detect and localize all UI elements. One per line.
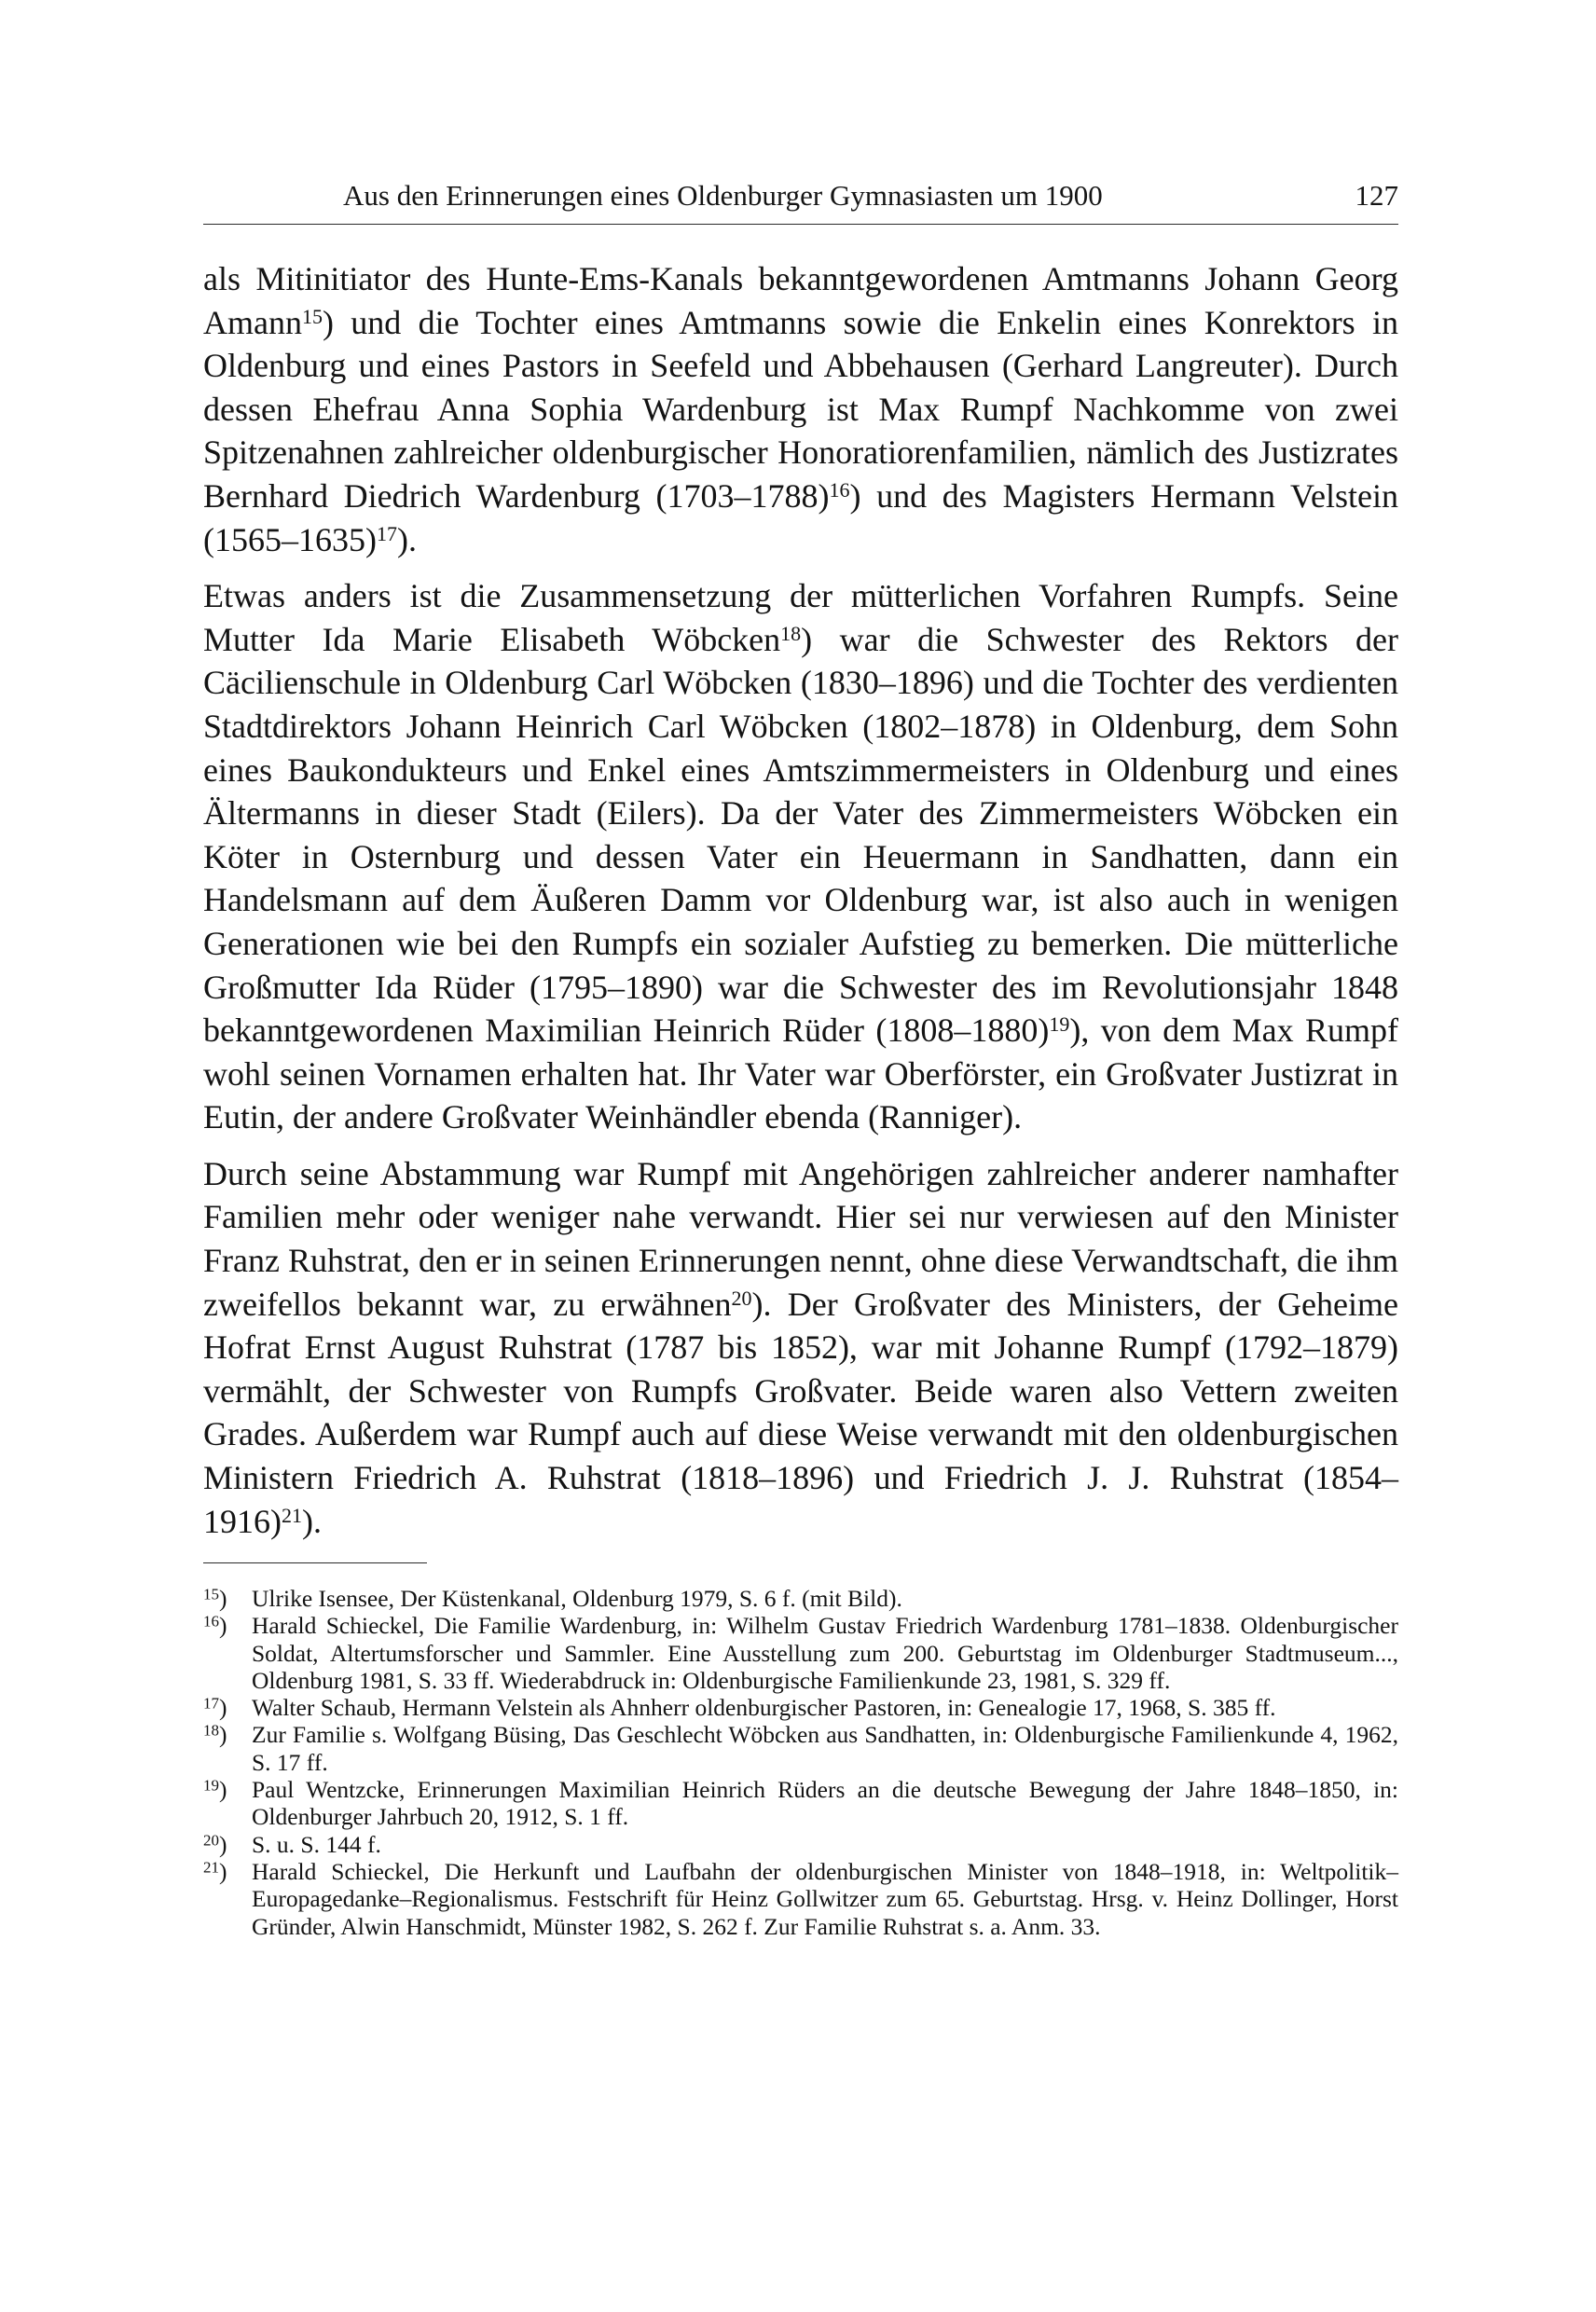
footnote-text: Harald Schieckel, Die Familie Wardenburg, in: Wilhelm Gustav Friedrich Wardenburg 1781–1838. Oldenburgischer Soldat, Altertumsforscher und Sammler. Eine Ausstellung zum 200. Geburtstag im Oldenburger Stadtmuseum..., Oldenburg 1981, S. 33 ff. Wiederabdruck in: Oldenburgische Familienkunde 23, 1981, S. 329 ff.: [252, 1612, 1398, 1694]
footnote-text: S. u. S. 144 f.: [252, 1830, 381, 1858]
text-span: ).: [396, 520, 417, 558]
main-text: [203, 257, 1398, 1543]
footnote-ref-17: 17: [376, 521, 397, 545]
footnote-ref-18: 18: [780, 621, 802, 645]
running-head: [203, 175, 1398, 216]
footnote: [203, 1585, 1398, 1612]
footnote-number: $^{20}$): [203, 1830, 227, 1858]
text-span: als Mitinitiator des Hunte-Ems-Kanals bekanntgewordenen Amtmanns Johann Georg Amann: [203, 260, 1398, 341]
footnote-number: $^{21}$): [203, 1857, 227, 1885]
text-span: Durch seine Abstammung war Rumpf mit Angehörigen zahlreicher anderer namhafter Familien mehr oder weniger nahe verwandt. Hier sei nur verwiesen auf den Minister Franz Ruhstrat, den er in seinen Erinnerungen nennt, ohne diese Verwandtschaft, die ihm zweifellos bekannt war, zu erwähnen: [203, 1154, 1398, 1323]
footnote: [203, 1858, 1398, 1940]
footnote-separator: [203, 1562, 427, 1563]
paragraph-1: [203, 257, 1398, 561]
footnote-ref-19: 19: [1049, 1012, 1070, 1037]
footnote-text: Ulrike Isensee, Der Küstenkanal, Oldenburg 1979, S. 6 f. (mit Bild).: [252, 1585, 902, 1612]
text-span: ) und des Magisters Hermann Velstein (1565–1635): [203, 476, 1398, 558]
page-number: 127: [1355, 179, 1398, 212]
footnote: [203, 1776, 1398, 1831]
footnote-ref-20: 20: [731, 1286, 752, 1310]
footnote: [203, 1721, 1398, 1776]
footnote-text: Zur Familie s. Wolfgang Büsing, Das Geschlecht Wöbcken aus Sandhatten, in: Oldenburgische Familienkunde 4, 1962, S. 17 ff.: [252, 1721, 1398, 1776]
footnote: [203, 1612, 1398, 1694]
text-span: ), von dem Max Rumpf wohl seinen Vornamen erhalten hat. Ihr Vater war Oberförster, ein Großvater Justizrat in Eutin, der andere Großvater Weinhändler ebenda (Ranniger).: [203, 1012, 1398, 1136]
footnotes: [203, 1585, 1398, 1940]
footnote-number: $^{18}$): [203, 1721, 227, 1749]
text-span: ) war die Schwester des Rektors der Cäcilienschule in Oldenburg Carl Wöbcken (1830–1896) und die Tochter des verdienten Stadtdirektors Johann Heinrich Carl Wöbcken (1802–1878) in Oldenburg, dem Sohn eines Baukondukteurs und Enkel eines Amtszimmermeisters in Oldenburg und eines Ältermanns in dieser Stadt (Eilers). Da der Vater des Zimmermeisters Wöbcken ein Köter in Osternburg und dessen Vater ein Heuermann in Sandhatten, dann ein Handelsmann auf dem Äußeren Damm vor Oldenburg war, ist also auch in wenigen Generationen wie bei den Rumpfs ein sozialer Aufstieg zu bemerken. Die mütterliche Großmutter Ida Rüder (1795–1890) war die Schwester des im Revolutionsjahr 1848 bekanntgewordenen Maximilian Heinrich Rüder (1808–1880): [203, 620, 1398, 1050]
footnote: [203, 1694, 1398, 1721]
footnote-text: Paul Wentzcke, Erinnerungen Maximilian Heinrich Rüders an die deutsche Bewegung der Jahre 1848–1850, in: Oldenburger Jahrbuch 20, 1912, S. 1 ff.: [252, 1776, 1398, 1831]
footnote-ref-21: 21: [282, 1503, 302, 1527]
header-rule: [203, 224, 1398, 225]
footnote-ref-16: 16: [829, 477, 850, 502]
footnote: [203, 1831, 1398, 1858]
footnote-number: $^{16}$): [203, 1612, 227, 1640]
footnote-number: $^{17}$): [203, 1694, 227, 1722]
footnote-text: Harald Schieckel, Die Herkunft und Laufbahn der oldenburgischen Minister von 1848–1918, in: Weltpolitik–Europagedanke–Regionalismus. Festschrift für Heinz Gollwitzer zum 65. Geburtstag. Hrsg. v. Heinz Dollinger, Horst Gründer, Alwin Hanschmidt, Münster 1982, S. 262 f. Zur Familie Ruhstrat s. a. Anm. 33.: [252, 1857, 1398, 1940]
text-span: Etwas anders ist die Zusammensetzung der mütterlichen Vorfahren Rumpfs. Seine Mutter Ida Marie Elisabeth Wöbcken: [203, 577, 1398, 658]
footnote-number: $^{19}$): [203, 1776, 227, 1804]
text-span: ).: [302, 1502, 322, 1540]
footnote-ref-15: 15: [301, 304, 323, 328]
footnote-text: Walter Schaub, Hermann Velstein als Ahnherr oldenburgischer Pastoren, in: Genealogie 17, 1968, S. 385 ff.: [252, 1694, 1276, 1722]
text-span: ). Der Großvater des Ministers, der Geheime Hofrat Ernst August Ruhstrat (1787 bis 1852), war mit Johanne Rumpf (1792–1879) vermählt, der Schwester von Rumpfs Großvater. Beide waren also Vettern zweiten Grades. Außerdem war Rumpf auch auf diese Weise verwandt mit den oldenburgischen Ministern Friedrich A. Ruhstrat (1818–1896) und Friedrich J. J. Ruhstrat (1854–1916): [203, 1285, 1398, 1540]
text-span: ) und die Tochter eines Amtmanns sowie die Enkelin eines Konrektors in Oldenburg und eines Pastors in Seefeld und Abbehausen (Gerhard Langreuter). Durch dessen Ehefrau Anna Sophia Wardenburg ist Max Rumpf Nachkomme von zwei Spitzenahnen zahlreicher oldenburgischer Honoratiorenfamilien, nämlich des Justizrates Bernhard Diedrich Wardenburg (1703–1788): [203, 303, 1398, 515]
paragraph-3: [203, 1152, 1398, 1543]
footnote-number: $^{15}$): [203, 1585, 227, 1612]
paragraph-2: [203, 574, 1398, 1139]
running-head-title: Aus den Erinnerungen eines Oldenburger Gymnasiasten um 1900: [343, 179, 1103, 212]
